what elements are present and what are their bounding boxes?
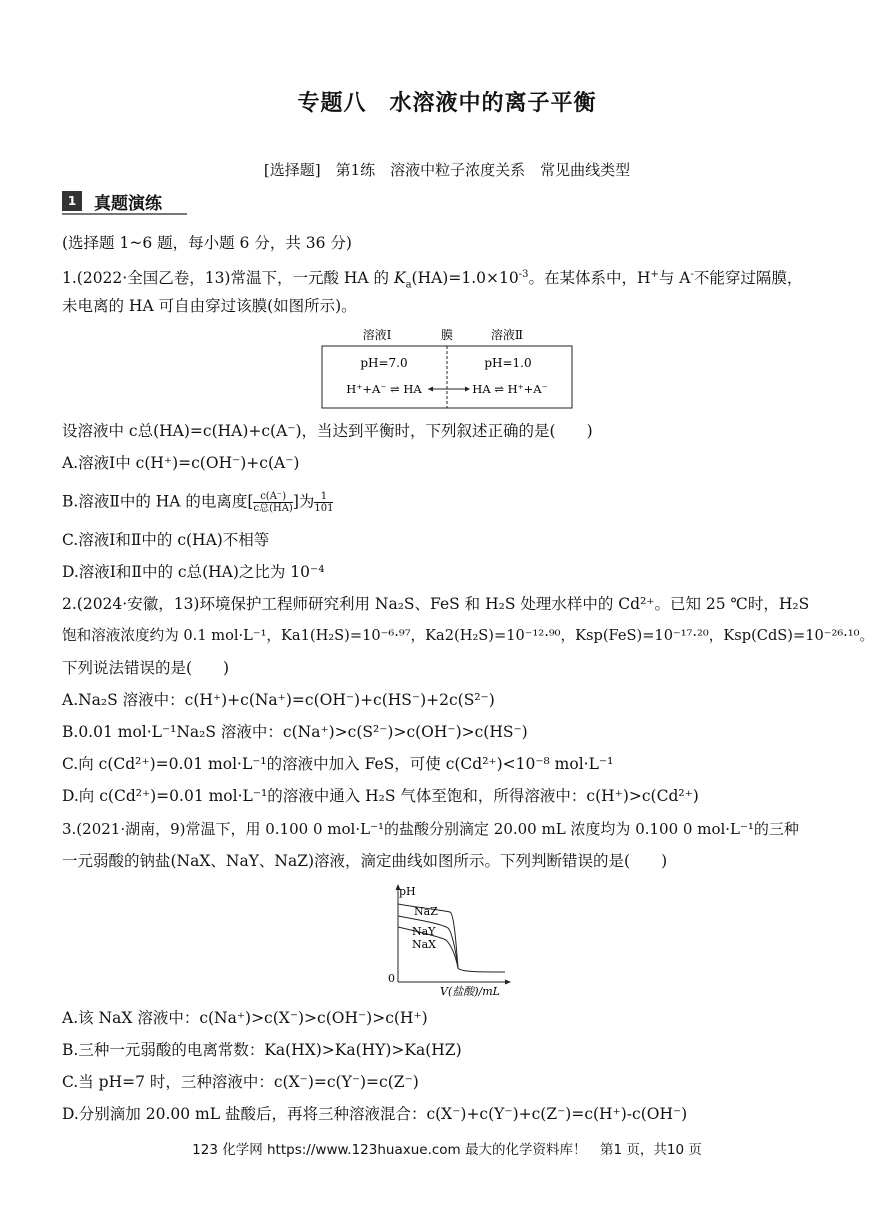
section-number-icon: 1 <box>62 191 82 211</box>
q1-option-d: D.溶液Ⅰ和Ⅱ中的 c总(HA)之比为 10⁻⁴ <box>62 563 325 581</box>
q2-option-d: D.向 c(Cd²⁺)=0.01 mol·L⁻¹的溶液中通入 H₂S 气体至饱和，所得溶液中：c(H⁺)>c(Cd²⁺) <box>62 787 699 805</box>
q3-stem-line2: 一元弱酸的钠盐(NaX、NaY、NaZ)溶液，滴定曲线如图所示。下列判断错误的是( ) <box>62 852 668 870</box>
q1-option-c: C.溶液Ⅰ和Ⅱ中的 c(HA)不相等 <box>62 531 270 549</box>
fig2-y-label: pH <box>399 885 416 898</box>
section-underline <box>62 213 187 215</box>
q1-b-fraction-2: $\frac{1}{101}$ <box>314 491 334 514</box>
q1-option-b: B.溶液Ⅱ中的 HA 的电离度[ $\frac{c(A^-)}{\text{c总(HA)}}$ ]为 $\frac{1}{101}$ <box>62 491 334 514</box>
q2-option-c: C.向 c(Cd²⁺)=0.01 mol·L⁻¹的溶液中加入 FeS，可使 c(Cd²⁺)<10⁻⁸ mol·L⁻¹ <box>62 755 614 773</box>
q3-option-c: C.当 pH=7 时，三种溶液中：c(X⁻)=c(Y⁻)=c(Z⁻) <box>62 1073 419 1091</box>
fig1-mid-header: 膜 <box>440 328 454 342</box>
q2-stem-line2: 饱和溶液浓度约为 0.1 mol·L⁻¹，Ka1(H₂S)=10⁻⁶·⁹⁷，Ka2(H₂S)=10⁻¹²·⁹⁰，Ksp(FeS)=10⁻¹⁷·²⁰，Ksp(CdS)=10⁻²⁶·¹⁰。 <box>62 627 875 644</box>
q2-stem-line1: 2.(2024·安徽，13)环境保护工程师研究利用 Na₂S、FeS 和 H₂S 处理水样中的 Cd²⁺。已知 25 ℃时，H₂S <box>62 595 810 613</box>
page-footer: 123 化学网 https://www.123huaxue.com 最大的化学资料库！ 第1 页，共10 页 <box>192 1142 702 1158</box>
q3-option-b: B.三种一元弱酸的电离常数：Ka(HX)>Ka(HY)>Ka(HZ) <box>62 1041 462 1059</box>
q3-option-a: A.该 NaX 溶液中：c(Na⁺)>c(X⁻)>c(OH⁻)>c(H⁺) <box>62 1009 428 1027</box>
fig2-x-label: V(盐酸)/mL <box>440 985 500 998</box>
fig1-left-eq: H⁺+A⁻ ⇌ HA <box>346 382 422 396</box>
fig2-origin: 0 <box>388 972 395 985</box>
q1-stem-line1: 1.(2022·全国乙卷，13)常温下，一元酸 HA 的 $K_a(HA)=1.0\times 10^{-3}$。在某体系中，H+与 A-不能穿过隔膜， <box>62 269 803 291</box>
fig2-x-arrow <box>505 980 511 985</box>
q2-option-b: B.0.01 mol·L⁻¹Na₂S 溶液中：c(Na⁺)>c(S²⁻)>c(OH⁻)>c(HS⁻) <box>62 723 528 741</box>
section-label: 真题演练 <box>94 193 162 214</box>
q1-setup: 设溶液中 c总(HA)=c(HA)+c(A⁻)，当达到平衡时，下列叙述正确的是( ) <box>62 422 593 440</box>
page-title: 专题八 水溶液中的离子平衡 <box>297 91 597 116</box>
fig2-label-naz: NaZ <box>414 905 438 918</box>
q1-b-fraction-1: $\frac{c(A^-)}{\text{c总(HA)}}$ <box>253 491 293 514</box>
practice-subtitle: [选择题] 第1练 溶液中粒子浓度关系 常见曲线类型 <box>263 161 631 179</box>
fig1-arrow-right <box>465 387 470 392</box>
fig1-left-ph: pH=7.0 <box>360 356 408 370</box>
fig2-label-nax: NaX <box>412 938 437 951</box>
fig1-arrow-left <box>428 387 433 392</box>
fig1-right-ph: pH=1.0 <box>484 356 532 370</box>
fig2-label-nay: NaY <box>412 925 436 938</box>
q3-option-d: D.分别滴加 20.00 mL 盐酸后，再将三种溶液混合：c(X⁻)+c(Y⁻)+c(Z⁻)=c(H⁺)-c(OH⁻) <box>62 1105 688 1123</box>
fig1-right-eq: HA ⇌ H⁺+A⁻ <box>472 382 548 396</box>
q2-option-a: A.Na₂S 溶液中：c(H⁺)+c(Na⁺)=c(OH⁻)+c(HS⁻)+2c(S²⁻) <box>62 691 495 709</box>
q2-stem-line3: 下列说法错误的是( ) <box>62 659 230 677</box>
intro-text: (选择题 1~6 题，每小题 6 分，共 36 分) <box>62 234 352 252</box>
membrane-diagram <box>320 326 575 410</box>
q1-stem-line2: 未电离的 HA 可自由穿过该膜(如图所示)。 <box>62 297 357 315</box>
fig1-left-header: 溶液Ⅰ <box>362 328 392 342</box>
fig1-right-header: 溶液Ⅱ <box>490 328 524 342</box>
section-header <box>62 187 162 215</box>
q3-stem-line1: 3.(2021·湖南，9)常温下，用 0.100 0 mol·L⁻¹的盐酸分别滴定 20.00 mL 浓度均为 0.100 0 mol·L⁻¹的三种 <box>62 820 799 838</box>
titration-curve-figure <box>380 882 520 998</box>
q1-option-a: A.溶液Ⅰ中 c(H⁺)=c(OH⁻)+c(A⁻) <box>62 454 300 472</box>
